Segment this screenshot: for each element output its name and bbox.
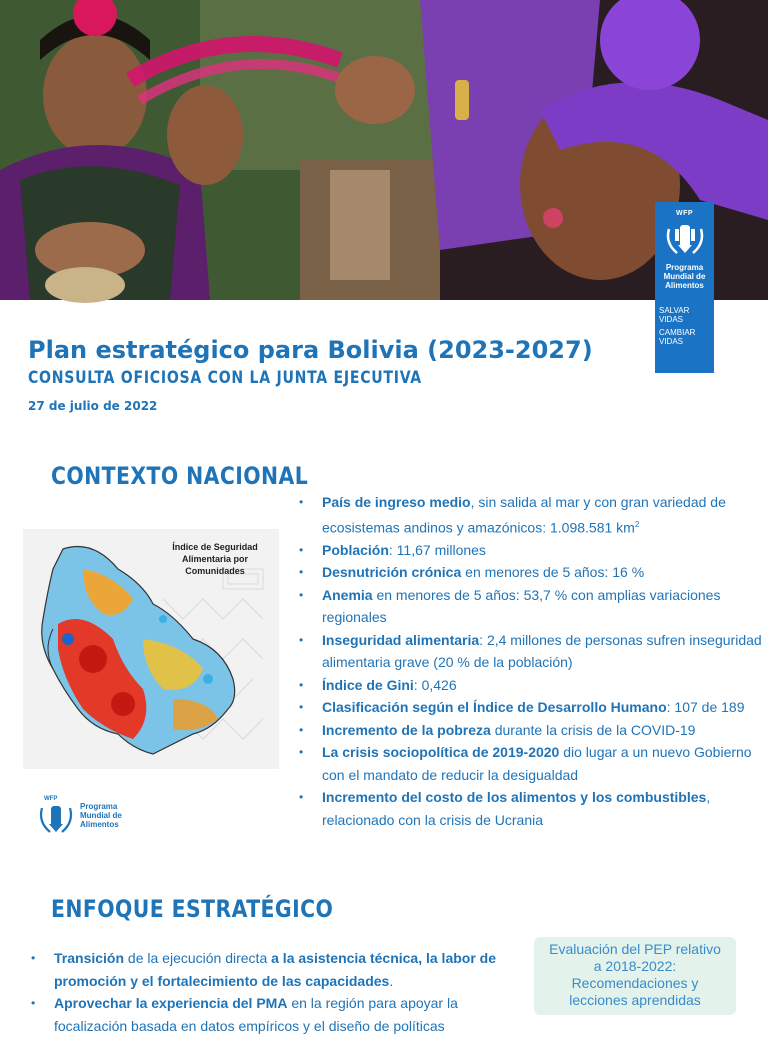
fact-text: , sin salida al mar y con gran variedad de ecosistemas andinos y amazónicos: 1.098.581 km	[322, 494, 726, 536]
fact-label: La crisis sociopolítica de 2019-2020	[322, 744, 560, 761]
list-item	[296, 629, 762, 674]
strategy-text-bold: a la asistencia técnica, la labor de promoción y el fortalecimiento de las capacidades	[54, 950, 497, 989]
fact-text: : 0,426	[413, 676, 457, 693]
fact-label: Desnutrición crónica	[322, 564, 462, 581]
wfp-banner	[655, 202, 714, 373]
fact-label: Incremento de la pobreza	[322, 721, 491, 738]
hero-photo-illustration	[0, 0, 768, 300]
fact-text: , relacionado con la crisis de Ucrania	[322, 789, 711, 828]
strategy-text: de la ejecución directa	[124, 950, 272, 966]
fact-label: Inseguridad alimentaria	[322, 631, 480, 648]
strategy-text-bold: Aprovechar la experiencia del PMA	[54, 995, 288, 1011]
fact-text: : 11,67 millones	[388, 541, 486, 558]
wfp-banner-abbr: WFP	[675, 210, 694, 217]
fact-text: en menores de 5 años: 16 %	[461, 564, 645, 581]
wfp-small-line: Programa	[80, 802, 118, 811]
evaluation-callout-line: lecciones aprendidas	[569, 992, 701, 1008]
fact-text: : 107 de 189	[666, 699, 745, 716]
list-item	[296, 491, 762, 539]
evaluation-callout-line: a 2018-2022:	[593, 958, 677, 974]
fact-label: Población	[322, 541, 389, 558]
wfp-banner-org-line: Mundial de	[663, 272, 706, 281]
evaluation-callout	[534, 937, 736, 1015]
wfp-banner-motto-save	[655, 306, 714, 324]
evaluation-callout-line: Recomendaciones y	[571, 975, 699, 991]
fact-label: País de ingreso medio	[322, 494, 471, 510]
page-subtitle: CONSULTA OFICIOSA CON LA JUNTA EJECUTIVA	[28, 368, 422, 388]
list-item	[28, 992, 518, 1037]
food-security-map	[23, 529, 279, 769]
fact-label: Anemia	[322, 586, 373, 603]
fact-label: Incremento del costo de los alimentos y los combustibles	[322, 789, 707, 806]
wfp-small-line: Mundial de	[80, 811, 122, 820]
wfp-motto-line: SALVAR	[659, 306, 690, 315]
wfp-motto-line: VIDAS	[659, 315, 684, 324]
wfp-small-wreath-icon	[36, 796, 76, 836]
national-context-list	[296, 491, 762, 831]
fact-superscript: 2	[634, 519, 640, 529]
map-title: Índice de Seguridad Alimentaria por Comunidades	[172, 542, 258, 576]
wfp-motto-line: CAMBIAR	[659, 328, 696, 337]
wfp-wreath-icon	[663, 219, 707, 259]
document-date: 27 de julio de 2022	[28, 399, 158, 413]
wfp-motto-line: VIDAS	[659, 337, 684, 346]
list-item	[296, 584, 762, 629]
fact-label: Clasificación según el Índice de Desarrollo Humano	[322, 699, 667, 716]
wfp-small-line: Alimentos	[80, 820, 119, 829]
list-item	[296, 561, 762, 584]
wfp-small-org-name	[80, 802, 122, 829]
list-item	[296, 696, 762, 719]
wfp-banner-org-line: Programa	[665, 263, 704, 272]
fact-label: Índice de Gini	[322, 676, 414, 693]
list-item	[296, 786, 762, 831]
list-item	[296, 539, 762, 562]
list-item	[28, 947, 518, 992]
list-item	[296, 674, 762, 697]
strategy-text: en la región para apoyar la focalización basada en datos empíricos y el diseño de políticas	[54, 995, 458, 1034]
fact-text: durante la crisis de la COVID-19	[490, 721, 696, 738]
page-title: Plan estratégico para Bolivia (2023-2027)	[28, 336, 593, 364]
fact-text: en menores de 5 años: 53,7 % con amplias variaciones regionales	[322, 586, 721, 626]
wfp-banner-org-line: Alimentos	[665, 281, 704, 290]
list-item	[296, 719, 762, 742]
strategy-text: .	[389, 972, 394, 989]
fact-text: dio lugar a un nuevo Gobierno con el mandato de reducir la desigualdad	[322, 744, 752, 783]
wfp-banner-org-name	[655, 263, 714, 290]
fact-text: : 2,4 millones de personas sufren inseguridad alimentaria grave (20 % de la población)	[322, 631, 762, 671]
wfp-small-abbr: WFP	[44, 796, 58, 802]
evaluation-callout-line: Evaluación del PEP relativo	[549, 941, 721, 957]
wfp-small-logo	[36, 796, 146, 836]
context-heading: CONTEXTO NACIONAL	[51, 462, 309, 490]
hero-photo	[0, 0, 768, 300]
strategy-list	[28, 947, 518, 1037]
strategy-heading: ENFOQUE ESTRATÉGICO	[51, 895, 334, 923]
wfp-banner-motto-change	[655, 328, 714, 346]
list-item	[296, 741, 762, 786]
strategy-text-bold: Transición	[54, 950, 125, 966]
